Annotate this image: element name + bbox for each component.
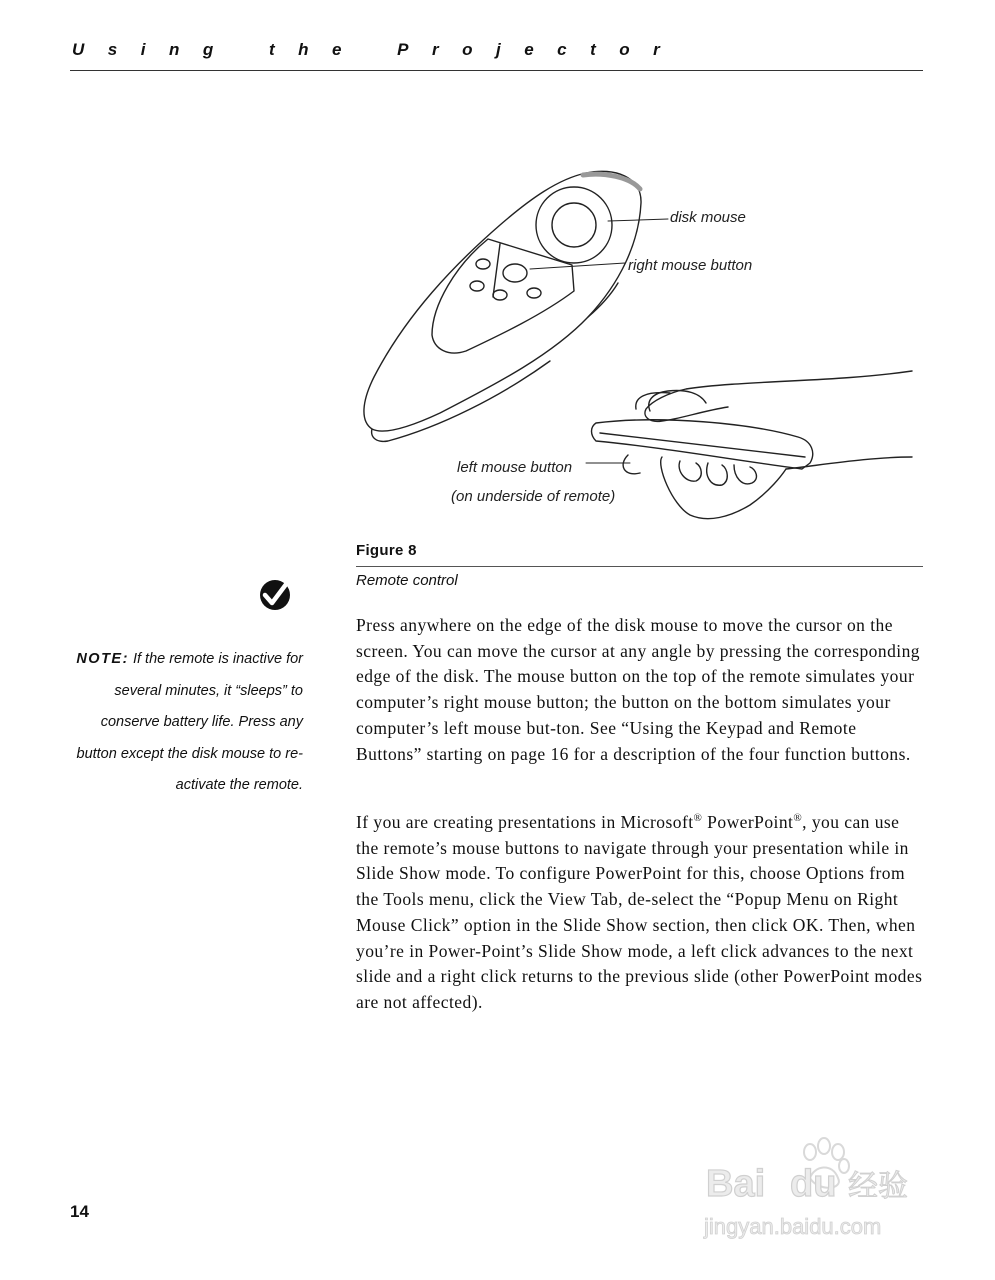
callout-right-mouse-button: right mouse button — [628, 257, 753, 274]
function-button-2 — [470, 281, 484, 291]
function-button-4 — [527, 288, 541, 298]
watermark-brand-left: Bai — [706, 1163, 766, 1205]
running-header — [72, 40, 922, 60]
figure-caption: Remote control — [356, 572, 458, 589]
watermark-brand-cn: 经验 — [848, 1169, 908, 1204]
callout-left-mouse-button: left mouse button — [457, 459, 573, 476]
callout-underside-note: (on underside of remote) — [451, 488, 616, 505]
watermark-brand-right: du — [790, 1163, 837, 1205]
function-button-3 — [493, 290, 507, 300]
para2-part1: If you are creating presentations in Microsoft — [356, 812, 694, 832]
disk-mouse-outer — [536, 187, 612, 263]
baidu-watermark — [698, 1130, 943, 1255]
right-mouse-button-shape — [503, 264, 527, 282]
note-lead: NOTE: — [76, 651, 129, 667]
sidebar-note — [70, 644, 303, 802]
figure-label: Figure 8 — [356, 542, 417, 559]
page-number: 14 — [70, 1202, 89, 1221]
body-paragraph-2 — [356, 810, 926, 1016]
registered-mark-1: ® — [693, 812, 703, 825]
para2-part3: , you can use the remote’s mouse buttons to navigate through your presentation while in Slide Show mode. To configure PowerPoint for this, choose Options from the Tools menu, click the View Tab, de-select the “Popup Menu on Right Mouse Click” option in the Slide Show section, then click OK. Then, when you’re in Power-Point’s Slide Show mode, a left click advances to the next slide and a right click returns to the previous slide (other PowerPoint modes are not affected). — [356, 812, 923, 1012]
remote-tip — [583, 174, 640, 189]
callout-disk-mouse: disk mouse — [670, 209, 746, 226]
function-button-1 — [476, 259, 490, 269]
header-rule — [70, 70, 923, 71]
note-text: If the remote is inactive for several minutes, it “sleeps” to conserve battery life. Press any button except the disk mouse to re-activate the remote. — [76, 651, 303, 793]
body-paragraph-1: Press anywhere on the edge of the disk mouse to move the cursor on the screen. You can move the cursor at any angle by pressing the corresponding edge of the disk. The mouse button on the top of the remote simulates your computer’s right mouse button; the button on the bottom simulates your computer’s left mouse but-ton. See “Using the Keypad and Remote Buttons” starting on page 16 for a description of the four function buttons. — [356, 615, 920, 764]
hand-outline — [645, 371, 912, 421]
note-check-icon — [258, 578, 292, 612]
right-mouse-button-leader — [530, 263, 625, 269]
disk-mouse-leader — [608, 219, 668, 221]
disk-mouse-inner — [552, 203, 596, 247]
watermark-url: jingyan.baidu.com — [704, 1214, 882, 1239]
figure-rule — [356, 566, 923, 567]
registered-mark-2: ® — [793, 812, 803, 825]
para2-part2: PowerPoint — [702, 812, 794, 832]
running-header-title: Using the Projector — [72, 40, 684, 59]
remote-control-illustration — [350, 165, 925, 530]
